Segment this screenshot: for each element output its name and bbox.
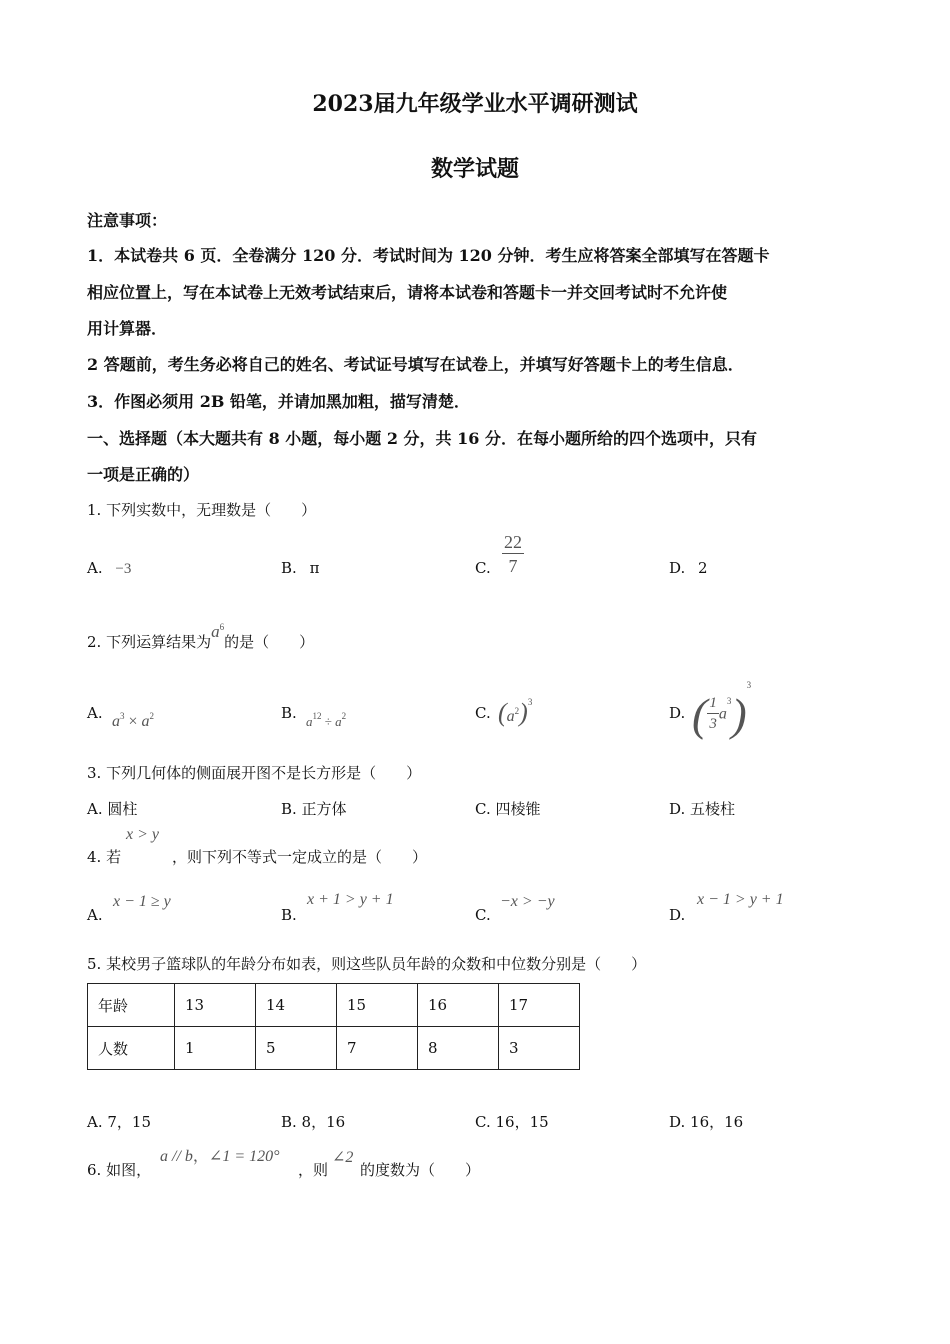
q3-option-c: C. 四棱锥 bbox=[475, 800, 541, 818]
q2-a-exp-2: 2 bbox=[149, 711, 155, 721]
q4-option-d-expr: x − 1 > y + 1 bbox=[697, 891, 784, 908]
q1-option-b-value: π bbox=[309, 559, 320, 577]
q1-option-b-label: B. bbox=[281, 559, 297, 577]
section-1-heading-line-2: 一项是正确的） bbox=[87, 465, 200, 484]
notice-item-1-line-3: 用计算器． bbox=[87, 319, 168, 338]
q1-stem: 1. 下列实数中，无理数是（ ） bbox=[87, 501, 317, 519]
exam-title: 2023届九年级学业水平调研测试 bbox=[312, 91, 638, 117]
q1-option-a-value: −3 bbox=[115, 561, 132, 577]
q2-c-inner-exp: 2 bbox=[514, 706, 520, 716]
q4-condition: x > y bbox=[126, 826, 159, 843]
q6-stem-middle: ，则 bbox=[298, 1161, 329, 1179]
table-cell: 5 bbox=[256, 1027, 337, 1070]
q6-condition-angle: ∠1 = 120° bbox=[208, 1148, 280, 1165]
q4-stem-prefix: 4. 若 bbox=[87, 848, 122, 866]
q2-option-c-label: C. bbox=[475, 704, 491, 722]
table-cell: 14 bbox=[256, 984, 337, 1027]
exam-subtitle: 数学试题 bbox=[430, 156, 519, 182]
q4-option-b-expr: x + 1 > y + 1 bbox=[307, 891, 394, 908]
q1-option-a bbox=[87, 559, 131, 578]
q1-option-d-value: 2 bbox=[698, 559, 708, 577]
q2-option-b-expr bbox=[306, 711, 346, 730]
table-cell: 7 bbox=[337, 1027, 418, 1070]
q6-condition bbox=[160, 1143, 280, 1166]
q2-option-d-label: D. bbox=[669, 704, 686, 722]
q6-condition-parallel: a // b bbox=[160, 1148, 193, 1165]
q2-stem-suffix: 的是（ ） bbox=[224, 633, 315, 651]
q4-option-c-label: C. bbox=[475, 906, 491, 924]
q5-option-d: D. 16，16 bbox=[669, 1113, 744, 1131]
q2-c-outer-exp: 3 bbox=[527, 697, 533, 707]
q2-option-a-label: A. bbox=[87, 704, 103, 722]
table-cell: 年龄 bbox=[88, 984, 175, 1027]
age-distribution-table bbox=[87, 983, 580, 1070]
q1-option-c-fraction bbox=[502, 533, 524, 575]
q2-b-operator: ÷ bbox=[321, 714, 336, 729]
table-cell: 1 bbox=[175, 1027, 256, 1070]
table-row bbox=[88, 1027, 580, 1070]
q2-stem-exponent: 6 bbox=[219, 622, 225, 632]
notice-item-1-line-1: 1．本试卷共 6 页．全卷满分 120 分．考试时间为 120 分钟．考生应将答案全部填写在答题卡 bbox=[87, 246, 770, 265]
q2-d-denominator: 3 bbox=[709, 716, 717, 733]
q2-d-base: a bbox=[718, 705, 727, 723]
q1-option-a-label: A. bbox=[87, 559, 103, 577]
table-cell: 13 bbox=[175, 984, 256, 1027]
notice-heading: 注意事项： bbox=[87, 211, 168, 230]
q5-stem: 5. 某校男子篮球队的年龄分布如表，则这些队员年龄的众数和中位数分别是（ ） bbox=[87, 955, 647, 973]
q2-b-base-1: a bbox=[306, 714, 313, 729]
table-cell: 16 bbox=[418, 984, 499, 1027]
q3-option-a: A. 圆柱 bbox=[87, 800, 138, 818]
q2-b-exp-1: 12 bbox=[312, 711, 322, 721]
q4-option-a-label: A. bbox=[87, 906, 103, 924]
q6-stem-suffix: 的度数为（ ） bbox=[360, 1161, 481, 1179]
q6-stem-prefix: 6. 如图， bbox=[87, 1161, 152, 1179]
q2-d-numerator: 1 bbox=[707, 696, 719, 714]
q1-option-b bbox=[281, 559, 319, 577]
q3-option-d: D. 五棱柱 bbox=[669, 800, 736, 818]
q2-option-a-expr bbox=[112, 711, 154, 731]
q1-option-d-label: D. bbox=[669, 559, 686, 577]
q1-option-c-numerator: 22 bbox=[504, 532, 522, 552]
table-cell: 8 bbox=[418, 1027, 499, 1070]
q2-b-base-2: a bbox=[335, 714, 342, 729]
notice-item-3: 3．作图必须用 2B 铅笔，并请加黑加粗，描写清楚． bbox=[87, 392, 470, 411]
table-cell: 3 bbox=[499, 1027, 580, 1070]
q2-a-exp-1: 3 bbox=[120, 711, 125, 721]
q1-option-d bbox=[669, 559, 708, 577]
q6-angle-2: ∠2 bbox=[332, 1149, 354, 1166]
q2-stem-base: a bbox=[211, 622, 220, 641]
table-cell: 人数 bbox=[88, 1027, 175, 1070]
q2-a-base-1: a bbox=[112, 713, 120, 730]
q3-option-b: B. 正方体 bbox=[281, 800, 347, 818]
q4-option-d-label: D. bbox=[669, 906, 686, 924]
q2-c-base: a bbox=[506, 708, 515, 725]
q2-option-d-expr: ( $\frac{1}{3}$ $a^3)^3$ bbox=[692, 680, 752, 740]
notice-item-2: 2 答题前，考生务必将自己的姓名、考试证号填写在试卷上，并填写好答题卡上的考生信息． bbox=[87, 355, 744, 374]
q2-b-exp-2: 2 bbox=[341, 711, 347, 721]
q4-stem-suffix: ，则下列不等式一定成立的是（ ） bbox=[172, 848, 428, 866]
q2-option-b-label: B. bbox=[281, 704, 297, 722]
q2-option-c-expr: $(a^2)^3$ bbox=[498, 697, 533, 727]
q1-option-c-label: C. bbox=[475, 559, 491, 577]
q4-option-a-expr: x − 1 ≥ y bbox=[113, 893, 171, 910]
table-cell: 15 bbox=[337, 984, 418, 1027]
q2-a-base-2: a bbox=[141, 713, 150, 730]
q5-option-b: B. 8，16 bbox=[281, 1113, 346, 1131]
q3-stem: 3. 下列几何体的侧面展开图不是长方形是（ ） bbox=[87, 764, 422, 782]
q4-option-c-expr: −x > −y bbox=[500, 893, 555, 910]
table-row bbox=[88, 984, 580, 1027]
q2-stem-prefix: 2. 下列运算结果为 bbox=[87, 633, 212, 651]
q2-stem bbox=[87, 622, 315, 652]
q5-option-a: A. 7，15 bbox=[87, 1113, 151, 1131]
q2-stem-power bbox=[211, 622, 224, 641]
q4-option-b-label: B. bbox=[281, 906, 297, 924]
q1-option-c-denominator: 7 bbox=[508, 556, 518, 576]
q5-option-c: C. 16，15 bbox=[475, 1113, 549, 1131]
table-cell: 17 bbox=[499, 984, 580, 1027]
q2-d-outer-exp: 3 bbox=[746, 680, 752, 690]
q2-d-inner-exp: 3 bbox=[726, 696, 732, 706]
q6-condition-separator: ， bbox=[192, 1148, 209, 1165]
notice-item-1-line-2: 相应位置上，写在本试卷上无效考试结束后，请将本试卷和答题卡一并交回考试时不允许使 bbox=[87, 283, 728, 302]
section-1-heading-line-1: 一、选择题（本大题共有 8 小题，每小题 2 分，共 16 分．在每小题所给的四个选项中，只有 bbox=[87, 429, 757, 448]
q2-a-operator: × bbox=[124, 713, 142, 730]
